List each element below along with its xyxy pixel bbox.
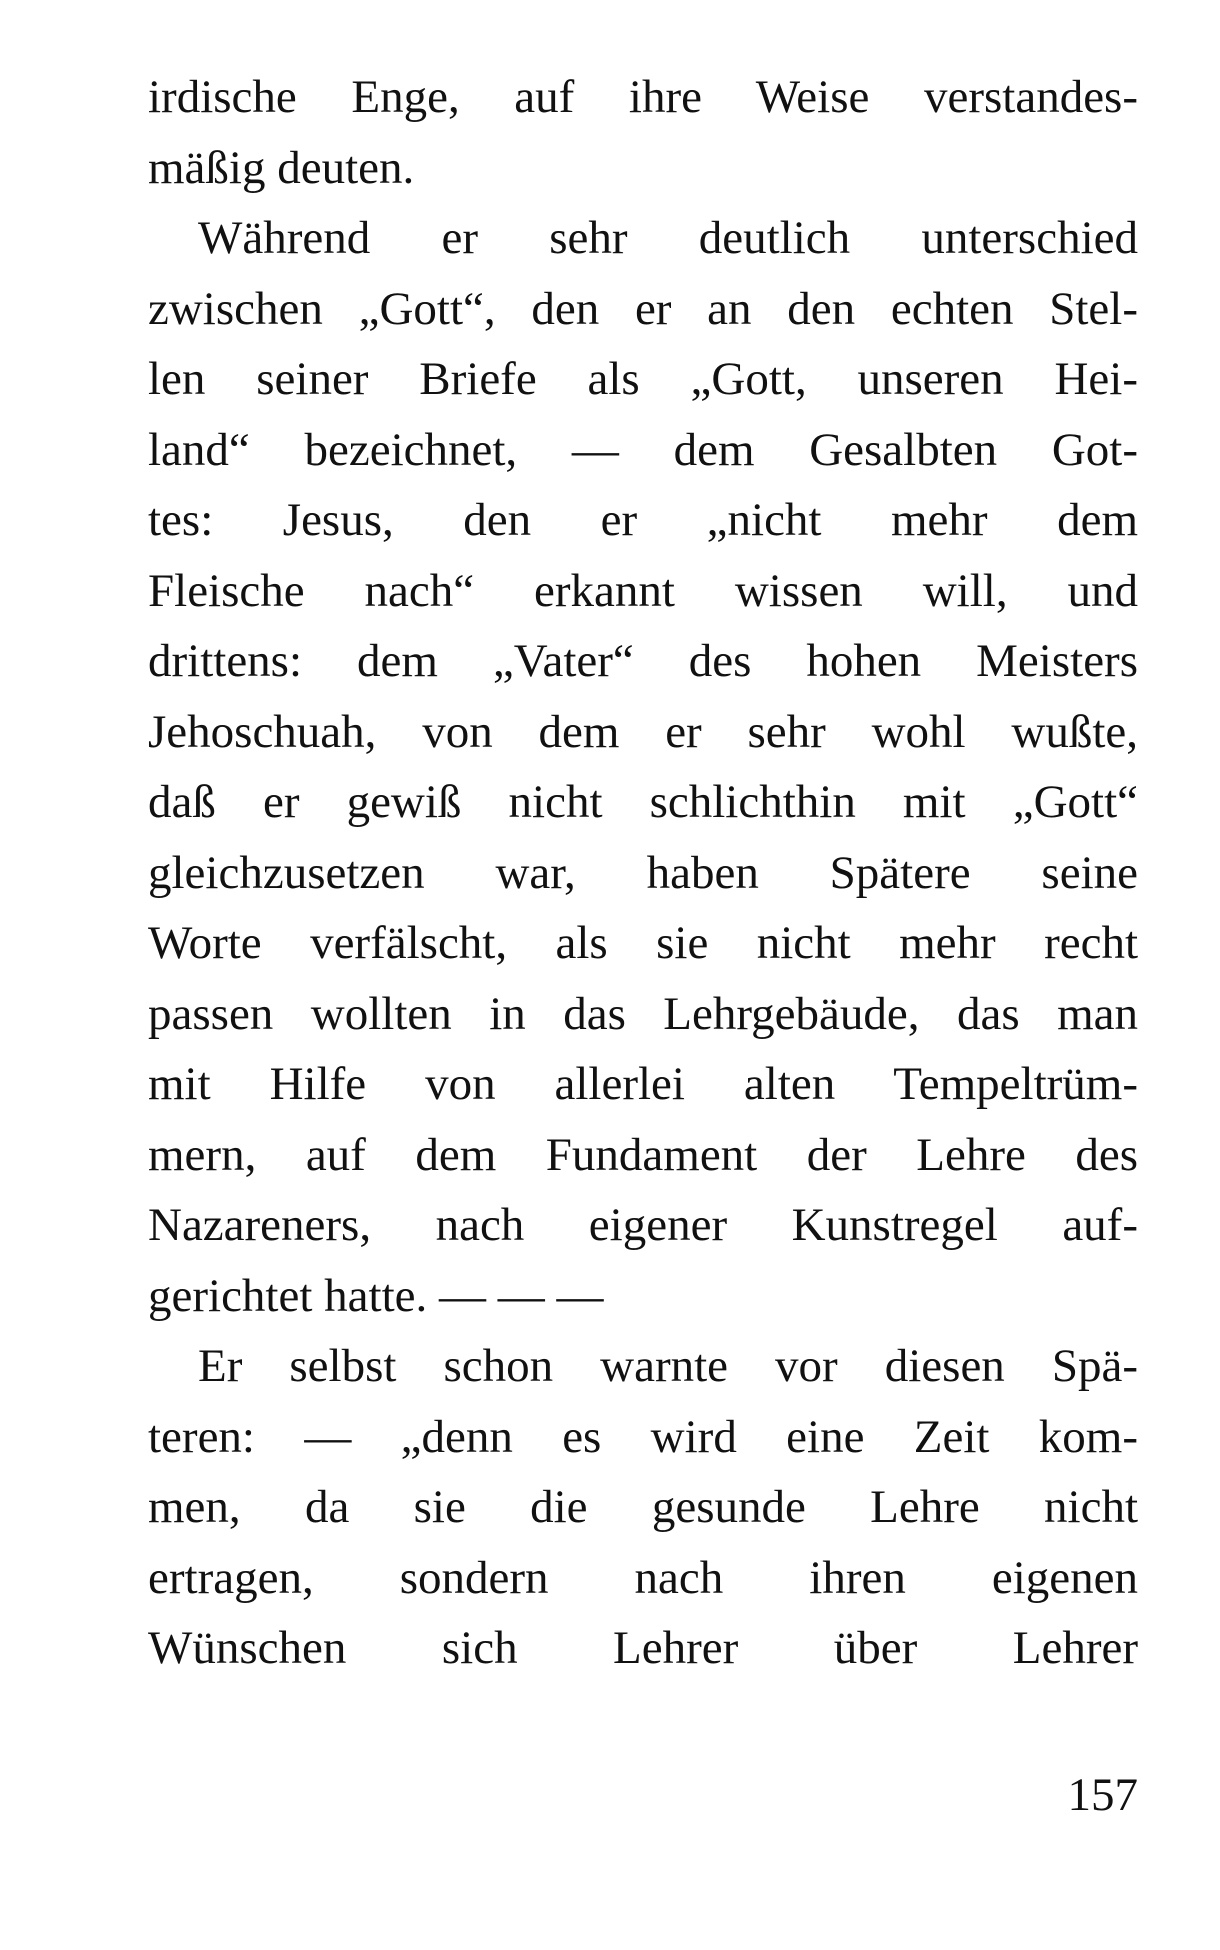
text-line: ertragen, sondern nach ihren eigenen [148, 1551, 1138, 1604]
text-line: men, da sie die gesunde Lehre nicht [148, 1481, 1138, 1533]
text-line: Nazareners, nach eigener Kunstregel auf- [148, 1199, 1138, 1251]
text-line: daß er gewiß nicht schlichthin mit „Gott“ [148, 776, 1138, 828]
text-line: mit Hilfe von allerlei alten Tempeltrüm- [148, 1058, 1138, 1110]
text-line: zwischen „Gott“, den er an den echten Stel- [148, 282, 1138, 335]
text-line: drittens: dem „Vater“ des hohen Meisters [148, 635, 1138, 687]
text-line: gerichtet hatte. — — — [148, 1269, 604, 1322]
text-line: Er selbst schon warnte vor diesen Spä- [198, 1340, 1138, 1392]
text-line: land“ bezeichnet, — dem Gesalbten Got- [148, 423, 1138, 476]
text-line: Worte verfälscht, als sie nicht mehr recht [148, 917, 1138, 969]
text-line: irdische Enge, auf ihre Weise verstandes- [148, 71, 1138, 123]
text-line: Während er sehr deutlich unterschied [198, 212, 1138, 264]
body-text [148, 62, 1138, 1684]
page-number: 157 [1067, 1769, 1138, 1821]
text-line: tes: Jesus, den er „nicht mehr dem [148, 494, 1138, 546]
text-line: passen wollten in das Lehrgebäude, das man [148, 987, 1138, 1040]
text-line: mern, auf dem Fundament der Lehre des [148, 1128, 1138, 1181]
text-line: Wünschen sich Lehrer über Lehrer [148, 1622, 1138, 1674]
text-line: teren: — „denn es wird eine Zeit kom- [148, 1410, 1138, 1463]
text-line: len seiner Briefe als „Gott, unseren Hei- [148, 353, 1138, 405]
text-line: Fleische nach“ erkannt wissen will, und [148, 564, 1138, 617]
text-line: gleichzusetzen war, haben Spätere seine [148, 846, 1138, 899]
text-line: mäßig deuten. [148, 141, 415, 194]
text-line: Jehoschuah, von dem er sehr wohl wußte, [148, 705, 1138, 758]
